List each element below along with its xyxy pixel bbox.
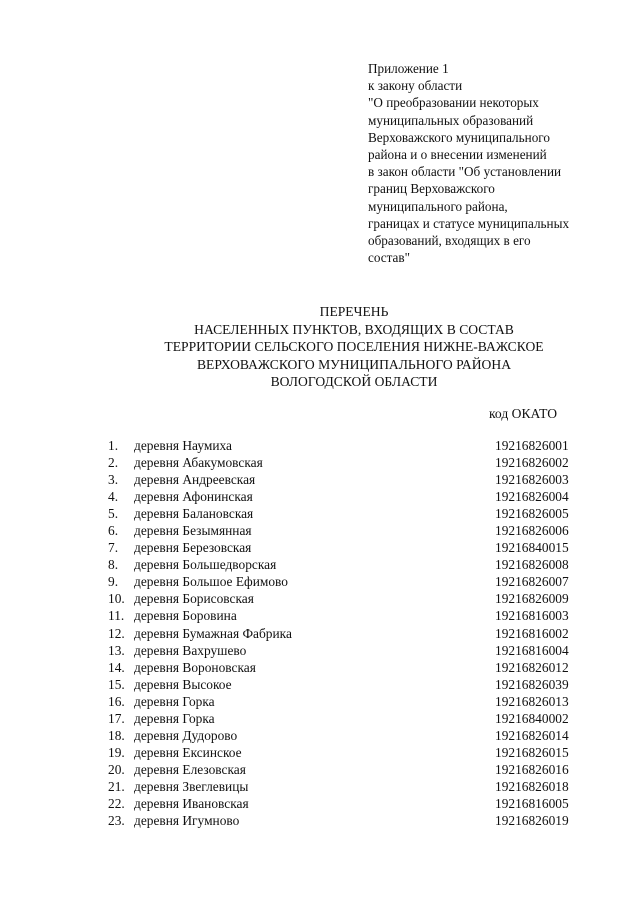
okato-code: 19216816003	[495, 608, 569, 624]
settlement-row	[100, 556, 590, 573]
okato-code: 19216826009	[495, 591, 569, 607]
okato-code: 19216826004	[495, 489, 569, 505]
okato-code: 19216826013	[495, 693, 569, 709]
settlement-number: 20.	[108, 761, 125, 777]
document-title	[120, 303, 588, 391]
title-line: ТЕРРИТОРИИ СЕЛЬСКОГО ПОСЕЛЕНИЯ НИЖНЕ-ВАЖСКОЕ	[164, 339, 544, 354]
settlement-name: деревня Горка	[134, 710, 215, 726]
settlement-name: деревня Игумново	[134, 813, 240, 829]
settlement-number: 10.	[108, 591, 125, 607]
settlement-row	[100, 693, 590, 710]
appendix-line: состав"	[368, 250, 411, 266]
settlement-row	[100, 573, 590, 590]
settlement-number: 14.	[108, 659, 125, 675]
settlement-name: деревня Звеглевицы	[134, 778, 249, 794]
settlement-number: 19.	[108, 744, 125, 760]
settlement-name: деревня Большедворская	[134, 557, 277, 573]
settlement-name: деревня Балановская	[134, 506, 254, 522]
settlement-number: 11.	[108, 608, 125, 624]
settlement-number: 13.	[108, 642, 125, 658]
okato-code: 19216816004	[495, 642, 569, 658]
okato-code: 19216826016	[495, 761, 569, 777]
okato-code: 19216826001	[495, 438, 569, 453]
settlement-name: деревня Наумиха	[134, 438, 232, 453]
settlement-number: 4.	[108, 489, 119, 505]
settlement-row	[100, 778, 590, 795]
appendix-line: муниципального района,	[368, 198, 508, 214]
settlement-number: 1.	[108, 438, 119, 453]
okato-code: 19216826007	[495, 574, 569, 590]
okato-code-header: код ОКАТО	[489, 406, 558, 421]
appendix-line: в закон области "Об установлении	[368, 164, 562, 180]
settlement-name: деревня Елезовская	[134, 761, 246, 777]
title-line: ПЕРЕЧЕНЬ	[319, 304, 389, 319]
settlement-row	[100, 471, 590, 488]
appendix-line: "О преобразовании некоторых	[368, 95, 539, 111]
settlement-row	[100, 727, 590, 744]
appendix-line: образований, входящих в его	[368, 233, 531, 249]
settlement-name: деревня Вороновская	[134, 659, 256, 675]
okato-code: 19216840015	[495, 540, 569, 556]
settlement-number: 2.	[108, 455, 119, 471]
settlement-name: деревня Горка	[134, 693, 215, 709]
settlement-row	[100, 454, 590, 471]
okato-code: 19216826005	[495, 506, 569, 522]
title-line: НАСЕЛЕННЫХ ПУНКТОВ, ВХОДЯЩИХ В СОСТАВ	[194, 321, 514, 337]
appendix-line: границах и статусе муниципальных	[368, 215, 570, 231]
appendix-line: муниципальных образований	[368, 112, 534, 128]
title-line: ВОЛОГОДСКОЙ ОБЛАСТИ	[270, 374, 438, 389]
settlement-name: деревня Абакумовская	[134, 455, 263, 471]
settlement-number: 8.	[108, 557, 119, 573]
settlement-number: 16.	[108, 693, 125, 709]
appendix-block	[368, 60, 636, 266]
settlement-number: 12.	[108, 625, 125, 641]
settlement-number: 22.	[108, 795, 125, 811]
settlement-number: 18.	[108, 727, 125, 743]
settlement-row	[100, 761, 590, 778]
settlement-name: деревня Безымянная	[134, 523, 252, 539]
okato-code: 19216826019	[495, 813, 569, 829]
settlement-number: 17.	[108, 710, 125, 726]
okato-code: 19216826006	[495, 523, 569, 539]
settlement-number: 9.	[108, 574, 119, 590]
okato-code: 19216826018	[495, 778, 569, 794]
settlement-name: деревня Бумажная Фабрика	[134, 625, 292, 641]
appendix-line: границ Верховажского	[368, 181, 495, 197]
settlement-row	[100, 522, 590, 539]
settlement-name: деревня Вахрушево	[134, 642, 247, 658]
appendix-line: Верховажского муниципального	[368, 129, 550, 145]
settlement-number: 23.	[108, 813, 125, 829]
settlement-number: 5.	[108, 506, 119, 522]
settlement-name: деревня Андреевская	[134, 472, 256, 488]
settlement-row	[100, 437, 590, 454]
settlement-row	[100, 812, 590, 829]
okato-code: 19216816002	[495, 625, 569, 641]
okato-code: 19216826003	[495, 472, 569, 488]
settlement-row	[100, 642, 590, 659]
okato-code: 19216826008	[495, 557, 569, 573]
settlement-row	[100, 488, 590, 505]
settlement-number: 15.	[108, 676, 125, 692]
appendix-line: к закону области	[368, 78, 463, 94]
settlement-number: 21.	[108, 778, 125, 794]
okato-code: 19216826039	[495, 676, 569, 692]
settlement-name: деревня Ивановская	[134, 795, 249, 811]
settlement-row	[100, 625, 590, 642]
okato-code: 19216826015	[495, 744, 569, 760]
settlement-row	[100, 744, 590, 761]
settlement-name: деревня Высокое	[134, 676, 232, 692]
okato-code: 19216826014	[495, 727, 569, 743]
settlement-name: деревня Афонинская	[134, 489, 253, 505]
settlement-row	[100, 710, 590, 727]
settlement-number: 6.	[108, 523, 119, 539]
settlement-name: деревня Ексинское	[134, 744, 242, 760]
okato-code: 19216816005	[495, 795, 569, 811]
title-line: ВЕРХОВАЖСКОГО МУНИЦИПАЛЬНОГО РАЙОНА	[196, 356, 512, 372]
settlement-row	[100, 539, 590, 556]
settlement-name: деревня Борисовская	[134, 591, 254, 607]
settlement-row	[100, 607, 590, 624]
okato-code: 19216826002	[495, 455, 569, 471]
okato-code: 19216840002	[495, 710, 569, 726]
okato-code: 19216826012	[495, 659, 569, 675]
settlement-name: деревня Дудорово	[134, 727, 238, 743]
settlement-name: деревня Березовская	[134, 540, 252, 556]
appendix-line: Приложение 1	[368, 61, 449, 76]
settlement-row	[100, 795, 590, 812]
settlement-name: деревня Боровина	[134, 608, 237, 624]
settlement-row	[100, 676, 590, 693]
settlement-row	[100, 659, 590, 676]
settlement-row	[100, 505, 590, 522]
settlement-number: 3.	[108, 472, 119, 488]
settlement-list	[100, 437, 590, 829]
appendix-line: района и о внесении изменений	[368, 147, 547, 163]
settlement-row	[100, 590, 590, 607]
settlement-number: 7.	[108, 540, 119, 556]
settlement-name: деревня Большое Ефимово	[134, 574, 288, 590]
